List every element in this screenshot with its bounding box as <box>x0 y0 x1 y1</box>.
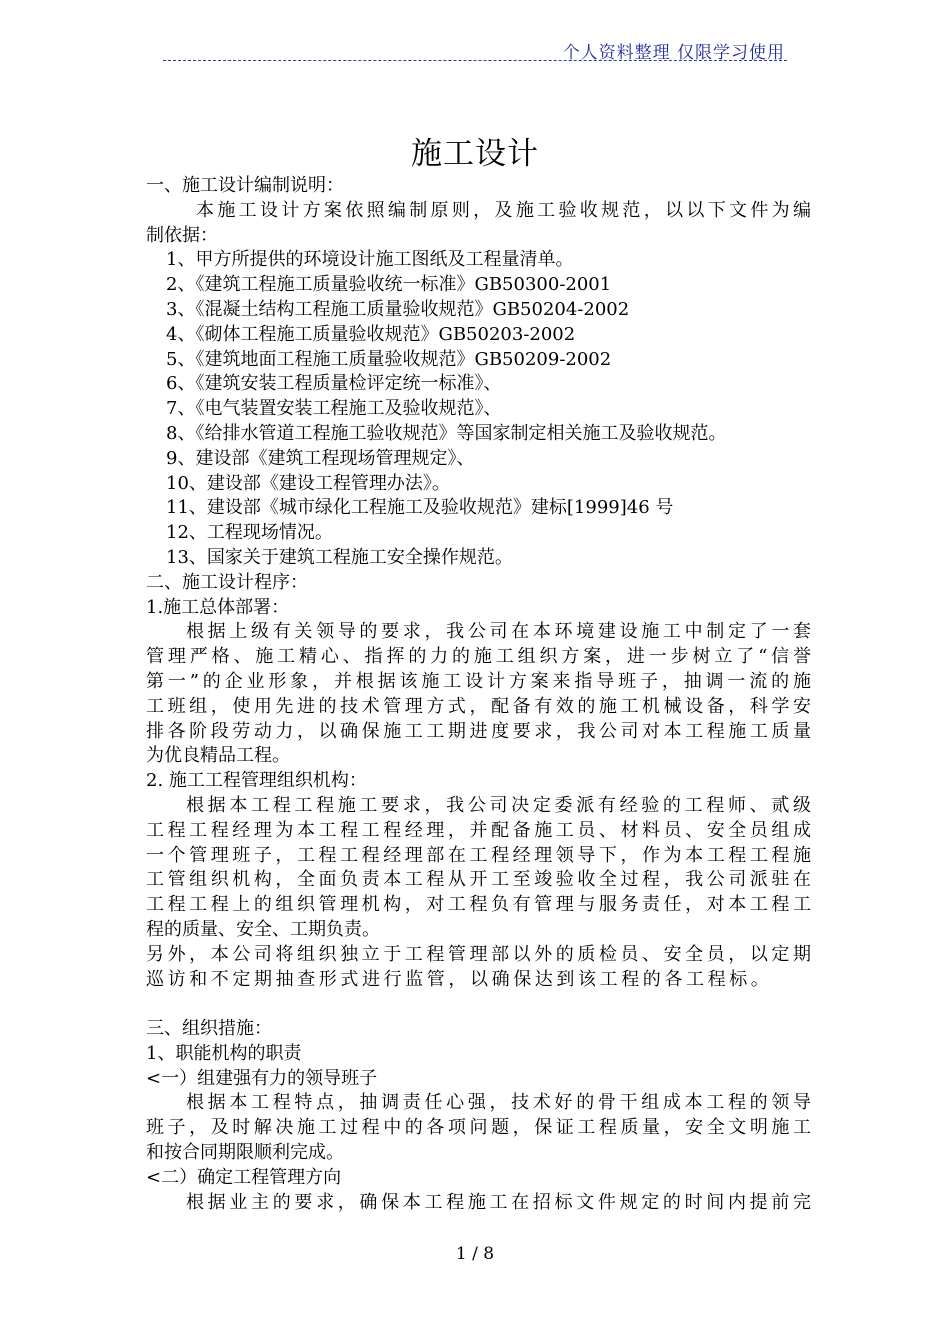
paragraph-line: 巡访和不定期抽查形式进行监管，以确保达到该工程的各工程标。 <box>146 968 773 990</box>
list-item: 4、《砌体工程施工质量验收规范》GB50203-2002 <box>166 323 576 345</box>
paragraph-line: 一个管理班子，工程工程经理部在工程经理领导下，作为本工程工程施 <box>146 844 811 866</box>
list-item: 5、《建筑地面工程施工质量验收规范》GB50209-2002 <box>166 348 612 370</box>
paragraph-line: 排各阶段劳动力，以确保施工工期进度要求，我公司对本工程施工质量 <box>146 720 811 742</box>
paragraph-line: 根据业主的要求，确保本工程施工在招标文件规定的时间内提前完 <box>186 1191 811 1213</box>
section-heading: 一、施工设计编制说明： <box>146 175 344 196</box>
paragraph-line: 工程工程经理为本工程工程经理，并配备施工员、材料员、安全员组成 <box>146 819 811 841</box>
blank-line <box>146 992 811 1017</box>
paragraph-line: 工管组织机构，全面负责本工程从开工至竣验收全过程，我公司派驻在 <box>146 869 811 891</box>
paragraph-line: 班子，及时解决施工过程中的各项问题，保证工程质量，安全文明施工 <box>146 1117 811 1139</box>
page-header <box>163 38 787 61</box>
list-item: 12、工程现场情况。 <box>166 522 333 544</box>
page-number: 1 / 8 <box>455 1244 495 1264</box>
section-heading: 三、组织措施： <box>146 1018 272 1040</box>
subsection-heading: 2. 施工工程管理组织机构： <box>146 770 367 792</box>
list-item: 7、《电气装置安装工程施工及验收规范》、 <box>166 398 502 420</box>
paragraph-line: 工班组，使用先进的技术管理方式，配备有效的施工机械设备，科学安 <box>146 695 811 717</box>
document-body <box>146 174 811 1215</box>
list-item: 11、建设部《城市绿化工程施工及验收规范》建标[1999]46 号 <box>166 497 674 519</box>
list-item: 3、《混凝土结构工程施工质量验收规范》GB50204-2002 <box>166 298 630 320</box>
list-item: 9、建设部《建筑工程现场管理规定》、 <box>166 447 475 469</box>
paragraph-line: 本施工设计方案依照编制原则，及施工验收规范，以以下文件为编 <box>196 199 811 221</box>
section-heading: 二、施工设计程序： <box>146 571 308 593</box>
list-item: 13、国家关于建筑工程施工安全操作规范。 <box>166 546 513 568</box>
paragraph-line: 根据本工程工程施工要求，我公司决定委派有经验的工程师、贰级 <box>186 794 811 816</box>
list-item: 10、建设部《建设工程管理办法》。 <box>166 472 450 494</box>
list-item: 2、《建筑工程施工质量验收统一标准》GB50300-2001 <box>166 274 612 296</box>
paragraph-line: 为优良精品工程。 <box>146 745 290 767</box>
subsection-heading: 1.施工总体部署： <box>146 596 290 618</box>
header-text: 个人资料整理 仅限学习使用 <box>562 43 785 63</box>
paragraph-line: 和按合同期限顺利完成。 <box>146 1142 344 1164</box>
paragraph-line: 制依据： <box>146 224 218 246</box>
paragraph-line: 管理严格、施工精心、指挥的力的施工组织方案，进一步树立了“信誉 <box>146 646 811 668</box>
subsection-heading: <一）组建强有力的领导班子 <box>146 1067 378 1089</box>
document-title: 施工设计 <box>411 136 539 172</box>
paragraph-line: 第一”的企业形象，并根据该施工设计方案来指导班子，抽调一流的施 <box>146 670 811 692</box>
paragraph-line: 根据上级有关领导的要求，我公司在本环境建设施工中制定了一套 <box>186 621 811 643</box>
paragraph-line: 根据本工程特点，抽调责任心强，技术好的骨干组成本工程的领导 <box>186 1092 811 1114</box>
paragraph-line: 另外，本公司将组织独立于工程管理部以外的质检员、安全员，以定期 <box>146 943 811 965</box>
list-item: 1、甲方所提供的环境设计施工图纸及工程量清单。 <box>166 249 574 271</box>
paragraph-line: 工程工程上的组织管理机构，对工程负有管理与服务责任，对本工程工 <box>146 894 811 916</box>
subsection-heading: 1、职能机构的职责 <box>146 1042 302 1064</box>
subsection-heading: <二）确定工程管理方向 <box>146 1166 342 1188</box>
list-item: 8、《给排水管道工程施工验收规范》等国家制定相关施工及验收规范。 <box>166 422 727 444</box>
paragraph-line: 程的质量、安全、工期负责。 <box>146 918 380 940</box>
list-item: 6、《建筑安装工程质量检评定统一标准》、 <box>166 373 502 395</box>
